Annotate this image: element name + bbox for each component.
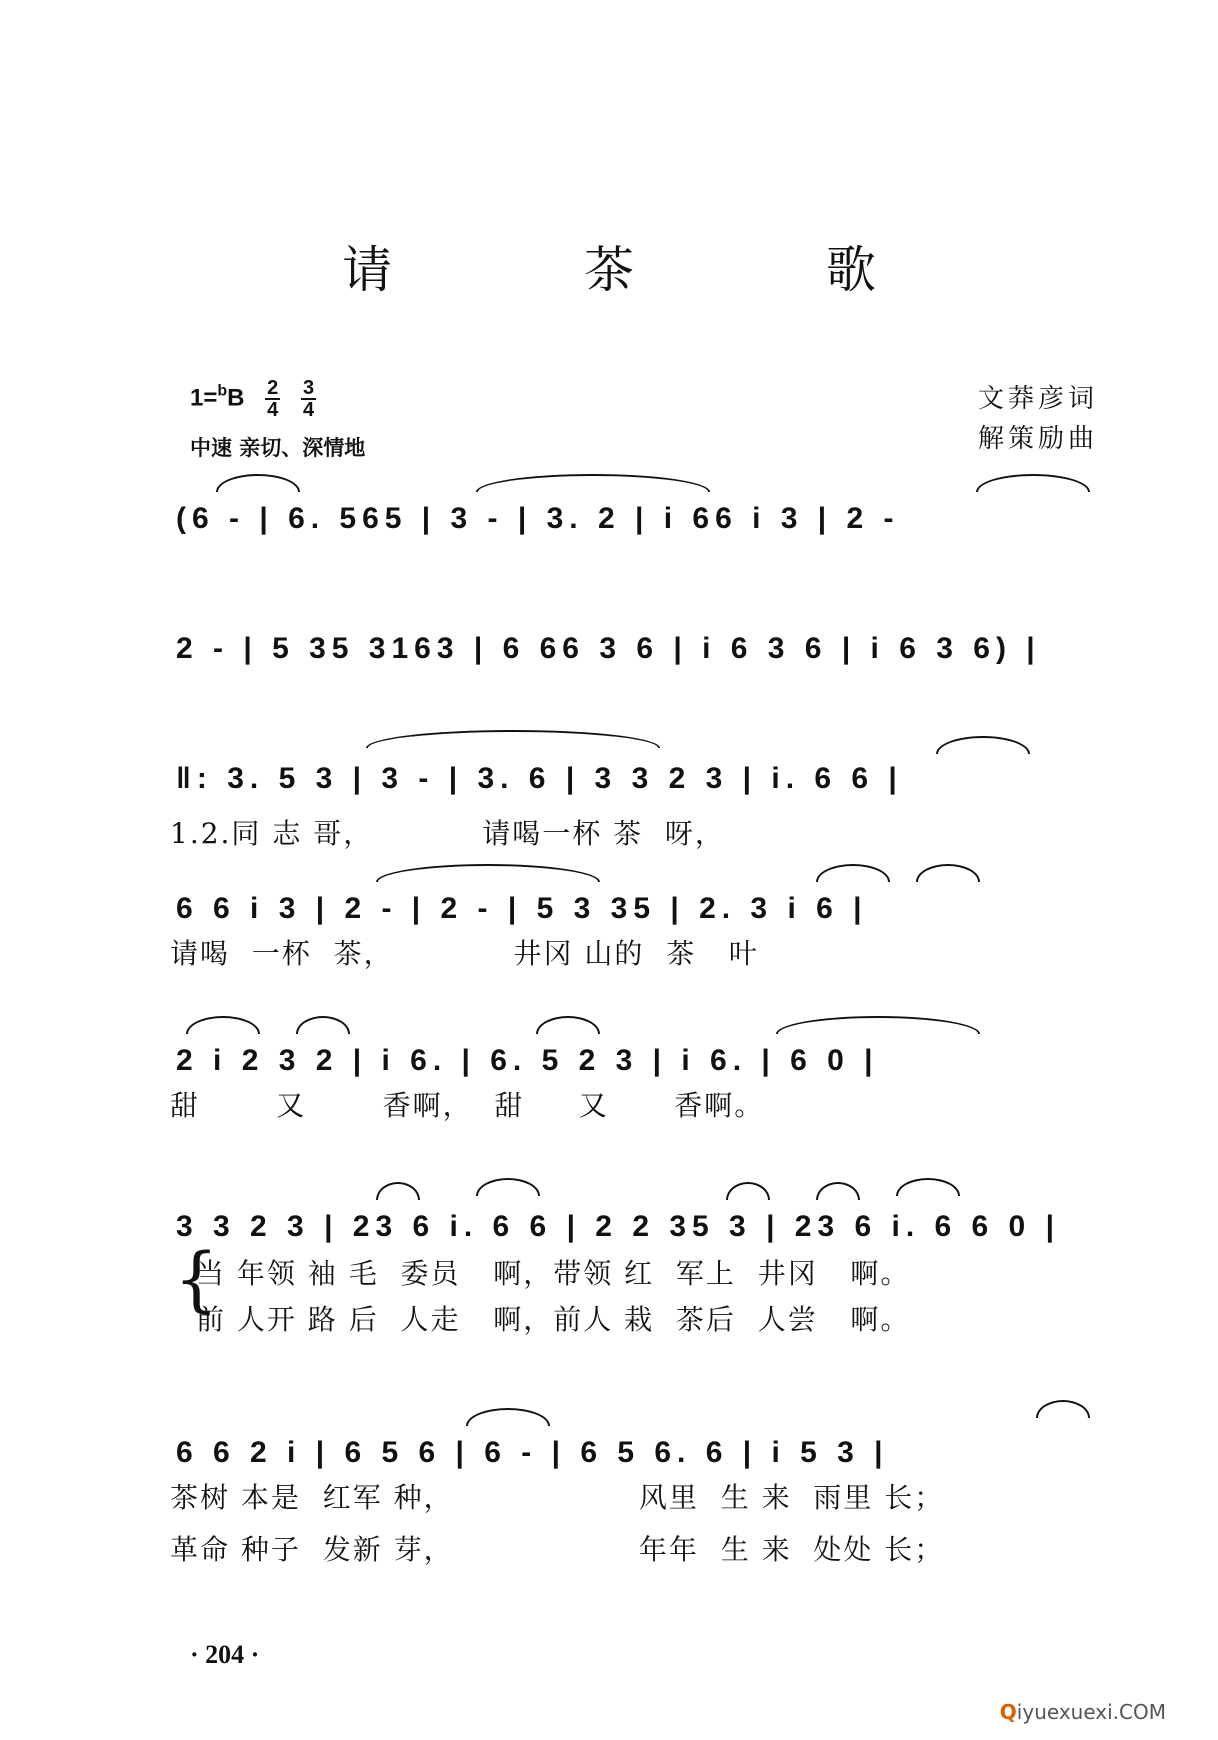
time-signature-1 [265, 378, 280, 420]
slur [376, 864, 600, 882]
flat-sign: b [217, 382, 228, 400]
watermark-text: iyuexuexi.COM [1016, 1700, 1166, 1724]
lyric-line-5: 前 人开 路 后 人走 啊，前人 栽 茶后 人尝 啊。 [196, 1303, 911, 1336]
staff-3 [176, 730, 1086, 796]
staff-4 [176, 860, 1086, 926]
lyric-line-2: 请喝 一杯 茶， 井冈 山的 茶 叶 [170, 937, 759, 970]
key-signature [190, 378, 316, 420]
time2-den: 4 [302, 399, 315, 421]
slur [216, 474, 300, 492]
staff-6 [176, 1178, 1086, 1244]
slur [776, 1016, 980, 1034]
time2-num: 3 [302, 377, 315, 399]
lyricist-credit: 文莽彦词 [977, 384, 1098, 414]
slur [1036, 1400, 1090, 1418]
slur [476, 1178, 540, 1196]
slur [816, 864, 890, 882]
slur [296, 1016, 350, 1034]
key-note: B [227, 384, 245, 412]
composer-credit: 解策励曲 [977, 424, 1098, 454]
watermark [1000, 1700, 1166, 1724]
slur [896, 1178, 960, 1196]
time-signature-2 [301, 378, 316, 420]
tempo-marking: 中速 亲切、深情地 [190, 436, 366, 460]
staff-5 [176, 1012, 1086, 1078]
staff-2 [176, 600, 1086, 666]
lyric-line-7: 革命 种子 发新 芽， 年年 生 来 处处 长； [170, 1533, 945, 1566]
slur [816, 1182, 860, 1200]
slur [726, 1182, 770, 1200]
slur [186, 1016, 260, 1034]
staff-7 [176, 1404, 1086, 1470]
slur [936, 736, 1030, 754]
lyric-line-3: 甜 又 香啊， 甜 又 香啊。 [170, 1089, 765, 1122]
slur [476, 474, 710, 492]
watermark-q: Q [999, 1700, 1017, 1724]
lyric-line-1: 1.2.同 志 哥， 请喝一杯 茶 呀， [170, 817, 725, 850]
slur [916, 864, 980, 882]
notes-staff-1: (6 - | 6. 565 | 3 - | 3. 2 | i 66 i 3 | 2 - [176, 502, 900, 535]
slur [536, 1016, 600, 1034]
slur [466, 1408, 550, 1426]
page-number: · 204 · [190, 1640, 260, 1669]
notes-staff-6: 3 3 2 3 | 23 6 i. 6 6 | 2 2 35 3 | 23 6 i. 6 6 0 | [176, 1210, 1060, 1243]
staff-1 [176, 470, 1086, 536]
verse-brace: { [174, 1238, 219, 1320]
notes-staff-3: ‖: 3. 5 3 | 3 - | 3. 6 | 3 3 2 3 | i. 6 6 | [176, 762, 903, 795]
key-label: 1= [190, 384, 218, 412]
notes-staff-4: 6 6 i 3 | 2 - | 2 - | 5 3 35 | 2. 3 i 6 | [176, 892, 868, 925]
notes-staff-7: 6 6 2 i | 6 5 6 | 6 - | 6 5 6. 6 | i 5 3 | [176, 1436, 889, 1469]
notes-staff-2: 2 - | 5 35 3163 | 6 66 3 6 | i 6 3 6 | i 6 3 6) | [176, 632, 1041, 665]
slur [976, 474, 1090, 492]
slur [366, 730, 660, 748]
lyric-line-4: 当 年领 袖 毛 委员 啊，带领 红 军上 井冈 啊。 [196, 1257, 911, 1290]
lyric-line-6: 茶树 本是 红军 种， 风里 生 来 雨里 长； [170, 1481, 945, 1514]
time1-den: 4 [267, 399, 279, 421]
notes-staff-5: 2 i 2 3 2 | i 6. | 6. 5 2 3 | i 6. | 6 0 | [176, 1044, 879, 1077]
time1-num: 2 [267, 377, 279, 399]
song-title: 请 茶 歌 [342, 241, 964, 299]
slur [376, 1182, 420, 1200]
